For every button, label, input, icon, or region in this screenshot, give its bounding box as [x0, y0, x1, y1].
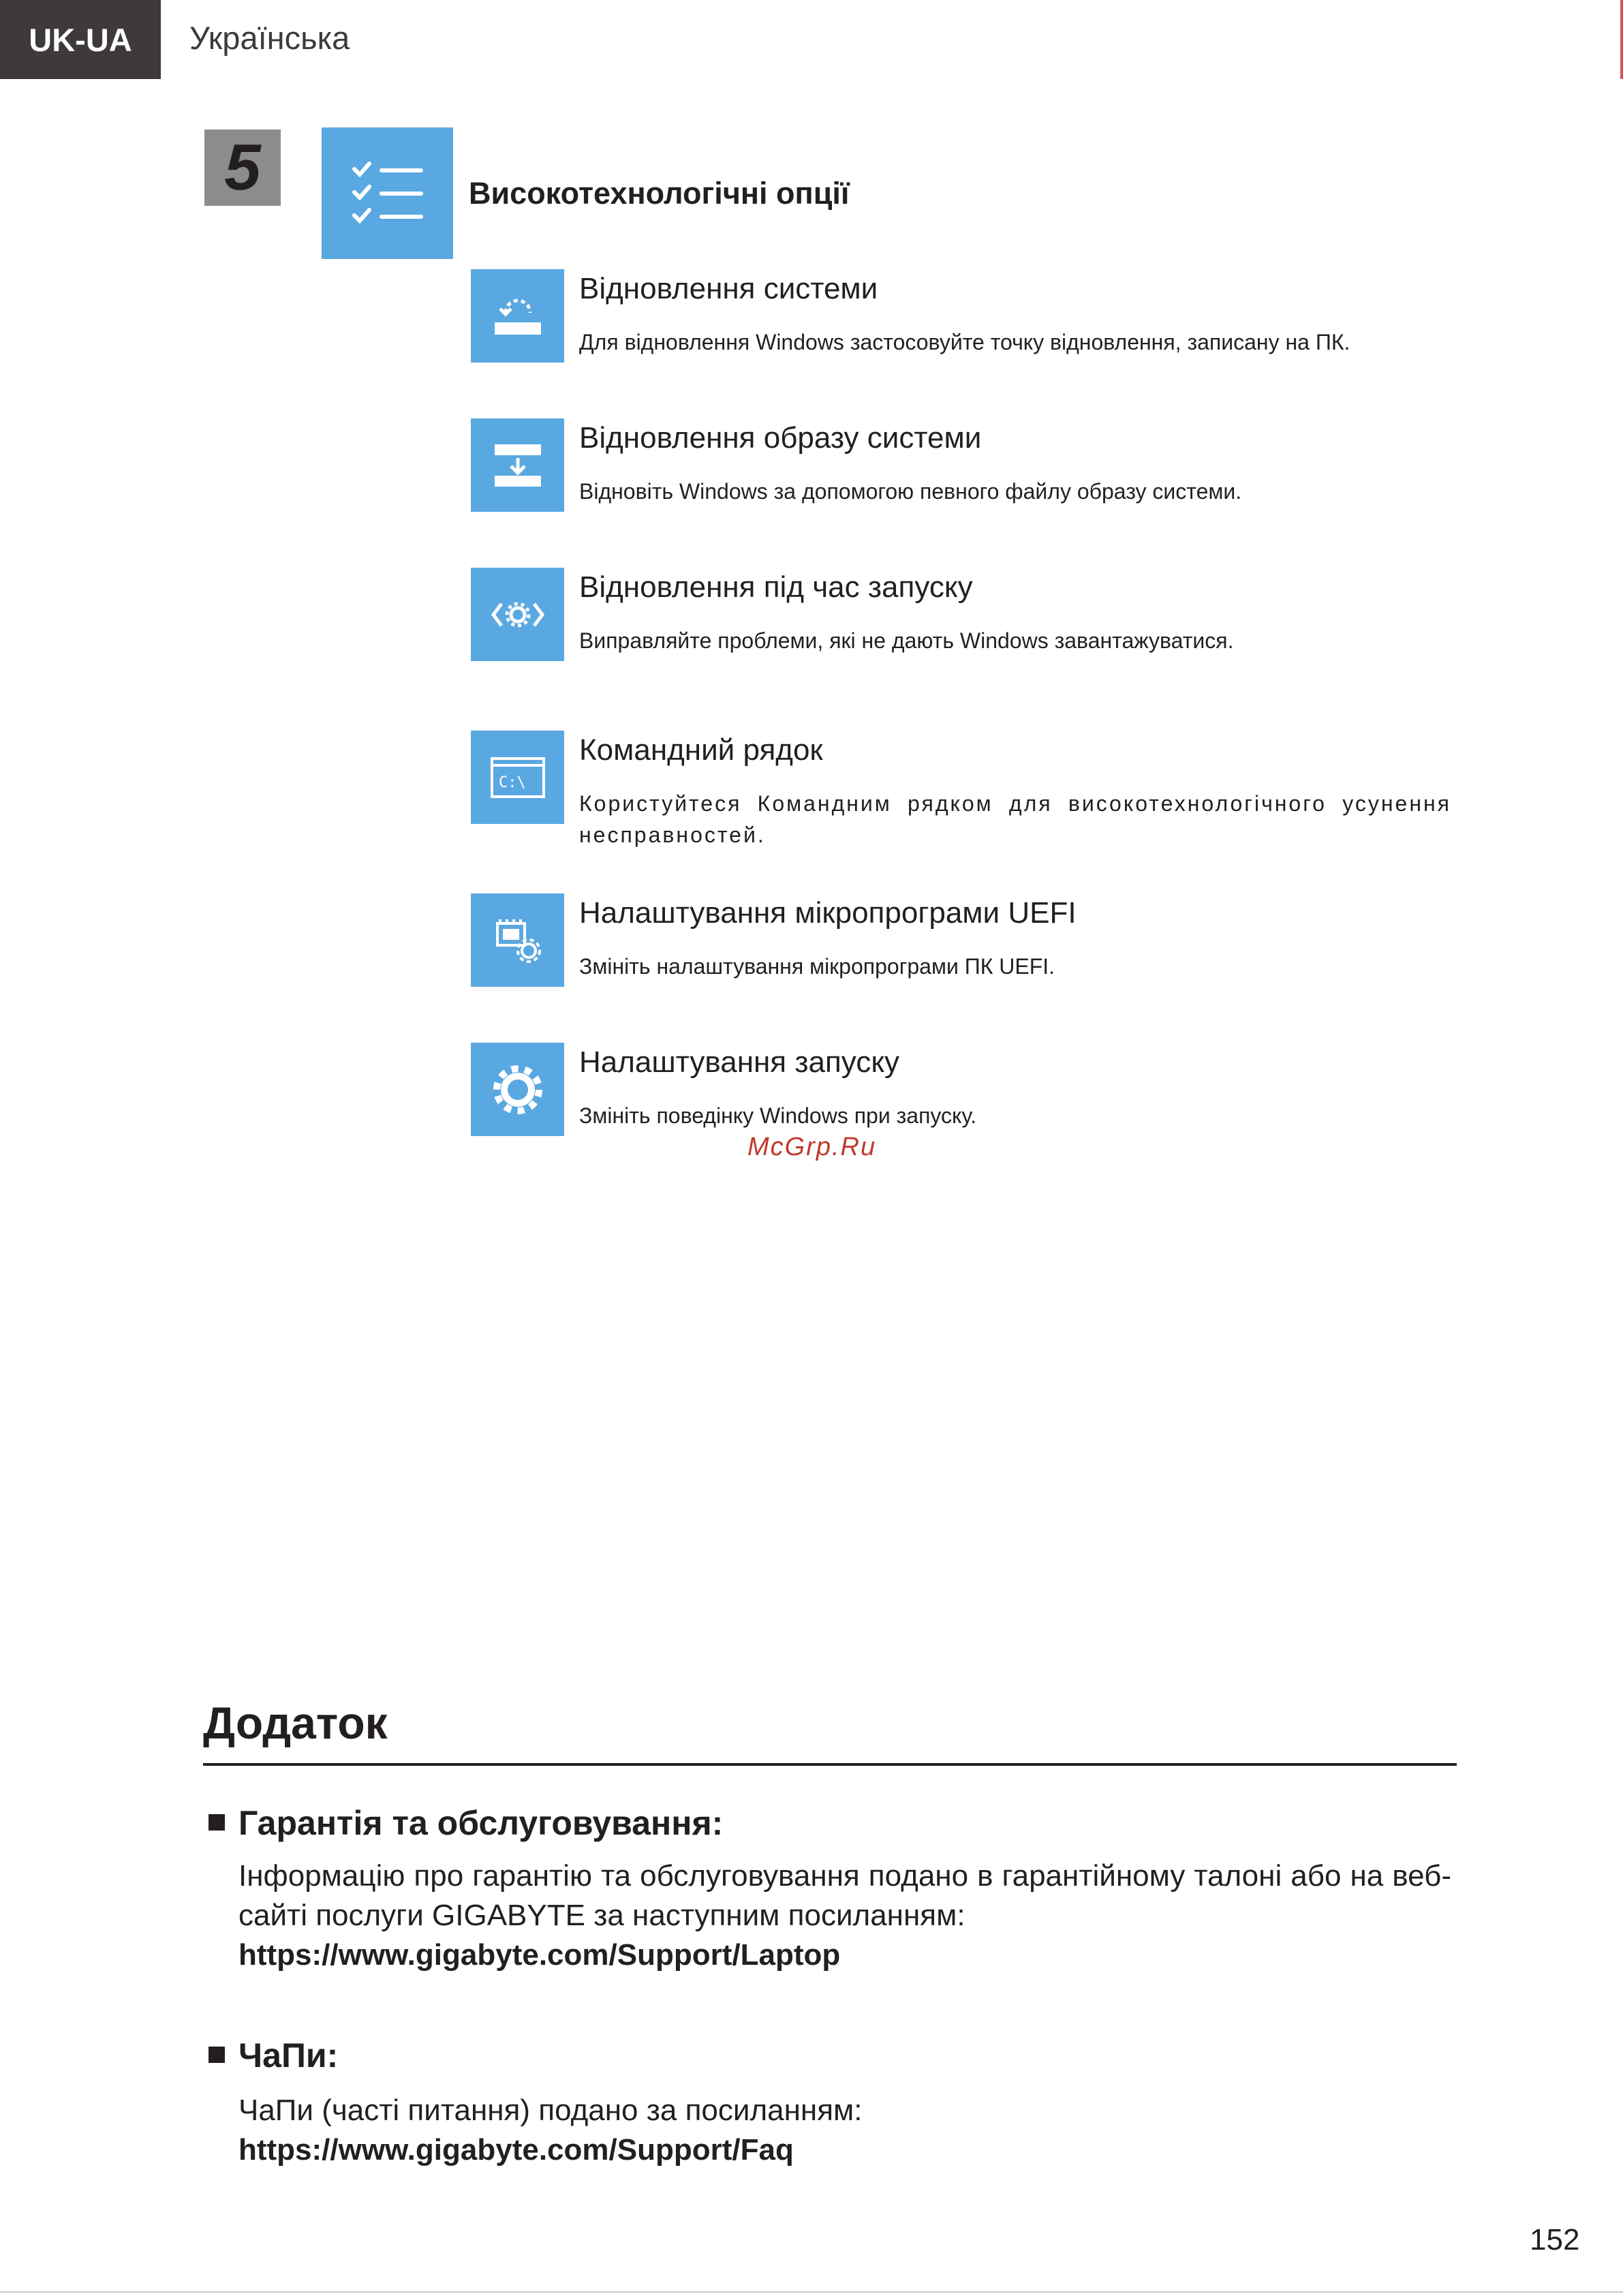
option-description: Змініть поведінку Windows при запуску.	[579, 1103, 977, 1128]
command-prompt-icon	[471, 731, 564, 824]
option-title: Командний рядок	[579, 733, 823, 767]
language-badge: UK-UA	[0, 0, 161, 79]
advanced-options-heading: Високотехнологічні опції	[469, 176, 850, 211]
option-uefi-settings[interactable]	[471, 893, 1459, 989]
page-number: 152	[1530, 2223, 1580, 2256]
warranty-link[interactable]: https://www.gigabyte.com/Support/Laptop	[238, 1938, 841, 1972]
option-description: Користуйтеся Командним рядком для високотехнологічного усунення несправностей.	[579, 791, 1451, 847]
option-title: Налаштування запуску	[579, 1045, 900, 1079]
option-title: Відновлення образу системи	[579, 421, 982, 455]
edge-marker	[1620, 0, 1623, 79]
divider	[203, 1763, 1457, 1766]
page-bottom-line	[0, 2291, 1623, 2293]
option-startup-repair[interactable]	[471, 568, 1459, 663]
watermark: McGrp.Ru	[747, 1133, 877, 1161]
option-title: Відновлення під час запуску	[579, 570, 973, 604]
appendix-title: Додаток	[203, 1698, 388, 1748]
option-description: Відновіть Windows за допомогою певного файлу образу системи.	[579, 479, 1242, 504]
startup-repair-icon	[471, 568, 564, 661]
faq-heading	[208, 2036, 338, 2075]
system-image-icon	[471, 418, 564, 512]
faq-link[interactable]: https://www.gigabyte.com/Support/Faq	[238, 2133, 794, 2167]
faq-text: ЧаПи (часті питання) подано за посиланням:	[238, 2094, 863, 2127]
faq-heading-text: ЧаПи:	[238, 2036, 339, 2075]
warranty-heading-text: Гарантія та обслуговування:	[238, 1804, 724, 1842]
option-description: Виправляйте проблеми, які не дають Windows завантажуватися.	[579, 628, 1234, 653]
uefi-settings-icon	[471, 893, 564, 987]
bullet-square-icon	[208, 2047, 225, 2063]
warranty-heading	[208, 1803, 723, 1843]
option-description: Змініть налаштування мікропрограми ПК UEFI.	[579, 954, 1055, 979]
gear-icon	[471, 1043, 564, 1136]
option-startup-settings[interactable]	[471, 1043, 1459, 1138]
option-system-restore[interactable]	[471, 269, 1459, 365]
system-restore-icon	[471, 269, 564, 363]
svg-text:C:\: C:\	[498, 774, 526, 791]
option-description: Для відновлення Windows застосовуйте точку відновлення, записану на ПК.	[579, 330, 1350, 354]
step-number-badge: 5	[204, 129, 281, 206]
option-system-image-recovery[interactable]	[471, 418, 1459, 514]
language-name: Українська	[189, 20, 350, 56]
warranty-text: Інформацію про гарантію та обслуговування подано в гарантійному талоні або на веб-сайті послуги GIGABYTE за наступним посиланням:	[238, 1859, 1451, 1932]
option-title: Налаштування мікропрограми UEFI	[579, 896, 1077, 930]
option-command-prompt[interactable]	[471, 731, 1459, 846]
bullet-square-icon	[208, 1814, 225, 1831]
checklist-icon	[322, 127, 453, 259]
option-title: Відновлення системи	[579, 272, 878, 305]
